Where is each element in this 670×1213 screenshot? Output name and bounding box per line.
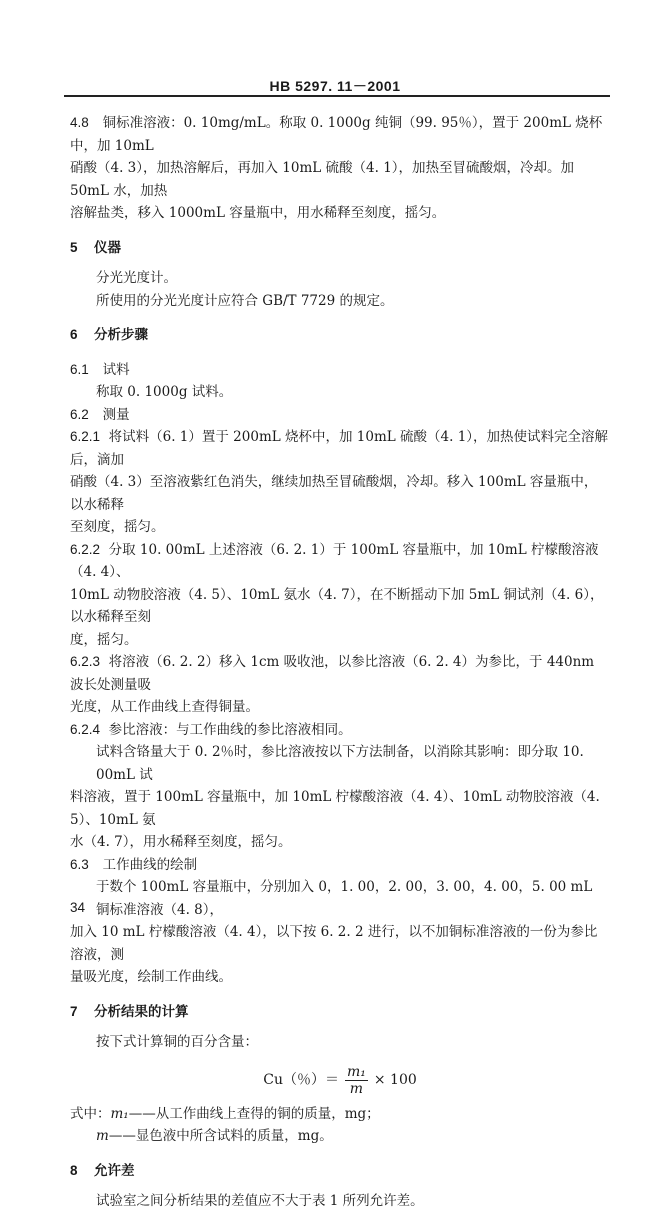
- formula-denominator: m: [349, 1080, 364, 1097]
- formula: [70, 1064, 610, 1097]
- paragraph-line: 试验室之间分析结果的差值应不大于表 1 所列允许差。: [96, 1193, 424, 1209]
- section-number: 4.8: [70, 115, 89, 130]
- paragraph-line: 10mL 动物胶溶液（4. 5）、10mL 氨水（4. 7），在不断摇动下加 5mL 铜试剂（4. 6），以水稀释至刻: [70, 586, 604, 625]
- paragraph-line: 至刻度，摇匀。: [70, 519, 165, 535]
- section-6-heading: 6 分析步骤: [70, 327, 148, 342]
- section-6-2-3: 6.2.3 将溶液（6. 2. 2）移入 1cm 吸收池，以参比溶液（6. 2. 4）为参比，于 440nm 波长处测量吸: [70, 654, 595, 693]
- header-rule: [64, 95, 610, 97]
- formula-numerator: m₁: [346, 1063, 366, 1080]
- paragraph-line: 加入 10 mL 柠檬酸溶液（4. 4），以下按 6. 2. 2 进行，以不加铜标准溶液的一份为参比溶液，测: [70, 924, 598, 963]
- paragraph-line: 溶解盐类，移入 1000mL 容量瓶中，用水稀释至刻度，摇匀。: [70, 205, 446, 221]
- document-header: HB 5297. 11－2001: [269, 78, 401, 94]
- paragraph-line: 于数个 100mL 容量瓶中，分别加入 0，1. 00，2. 00，3. 00，4. 00，5. 00 mL 铜标准溶液（4. 8），: [96, 879, 593, 918]
- paragraph-line: 量吸光度，绘制工作曲线。: [70, 969, 232, 985]
- paragraph-line: 所使用的分光光度计应符合 GB/T 7729 的规定。: [96, 292, 394, 309]
- paragraph-line: 分光光度计。: [96, 270, 177, 286]
- section-6-1-heading: 6.1 试料: [70, 361, 130, 378]
- section-6-2-1: 6.2.1 将试料（6. 1）置于 200mL 烧杯中，加 10mL 硫酸（4. 1），加热使试料完全溶解后，滴加: [70, 429, 609, 468]
- paragraph-line: 光度，从工作曲线上查得铜量。: [70, 699, 259, 715]
- page-number: 34: [70, 900, 86, 915]
- paragraph-line: 度，摇匀。: [70, 631, 138, 648]
- paragraph-line: 铜标准溶液：0. 10mg/mL。称取 0. 1000g 纯铜（99. 95％），置于 200mL 烧杯中，加 10mL: [70, 115, 603, 154]
- document-body: [70, 112, 610, 1213]
- section-6-3-heading: 6.3 工作曲线的绘制: [70, 856, 198, 873]
- section-6-2-heading: 6.2 测量: [70, 406, 130, 423]
- formula-lhs: Cu（％）＝: [263, 1071, 339, 1088]
- where-line-1: 式中：m₁——从工作曲线上查得的铜的质量，mg；: [70, 1105, 380, 1122]
- paragraph-line: 试料含铬量大于 0. 2％时，参比溶液按以下方法制备，以消除其影响：即分取 10. 00mL 试: [96, 744, 584, 783]
- where-line-2: m——显色液中所含试料的质量，mg。: [96, 1128, 333, 1144]
- section-6-2-4: 6.2.4 参比溶液：与工作曲线的参比溶液相同。: [70, 721, 352, 738]
- section-6-2-2: 6.2.2 分取 10. 00mL 上述溶液（6. 2. 1）于 100mL 容量瓶中，加 10mL 柠檬酸溶液（4. 4）、: [70, 541, 599, 580]
- section-8-heading: 8 允许差: [70, 1162, 135, 1178]
- paragraph-line: 按下式计算铜的百分含量：: [96, 1034, 258, 1050]
- paragraph-line: 料溶液，置于 100mL 容量瓶中，加 10mL 柠檬酸溶液（4. 4）、10mL 动物胶溶液（4. 5）、10mL 氨: [70, 789, 600, 828]
- paragraph-line: 硝酸（4. 3）至溶液紫红色消失，继续加热至冒硫酸烟，冷却。移入 100mL 容量瓶中，以水稀释: [70, 474, 598, 513]
- paragraph-line: 称取 0. 1000g 试料。: [96, 384, 233, 400]
- section-5-heading: 5 仪器: [70, 239, 121, 255]
- formula-fraction: [345, 1064, 368, 1097]
- paragraph-line: 水（4. 7），用水稀释至刻度，摇匀。: [70, 834, 292, 850]
- section-4-8: [70, 112, 610, 225]
- section-7-heading: 7 分析结果的计算: [70, 1003, 189, 1019]
- formula-rhs: × 100: [373, 1071, 417, 1088]
- paragraph-line: 硝酸（4. 3），加热溶解后，再加入 10mL 硫酸（4. 1），加热至冒硫酸烟，冷却。加 50mL 水，加热: [70, 160, 575, 199]
